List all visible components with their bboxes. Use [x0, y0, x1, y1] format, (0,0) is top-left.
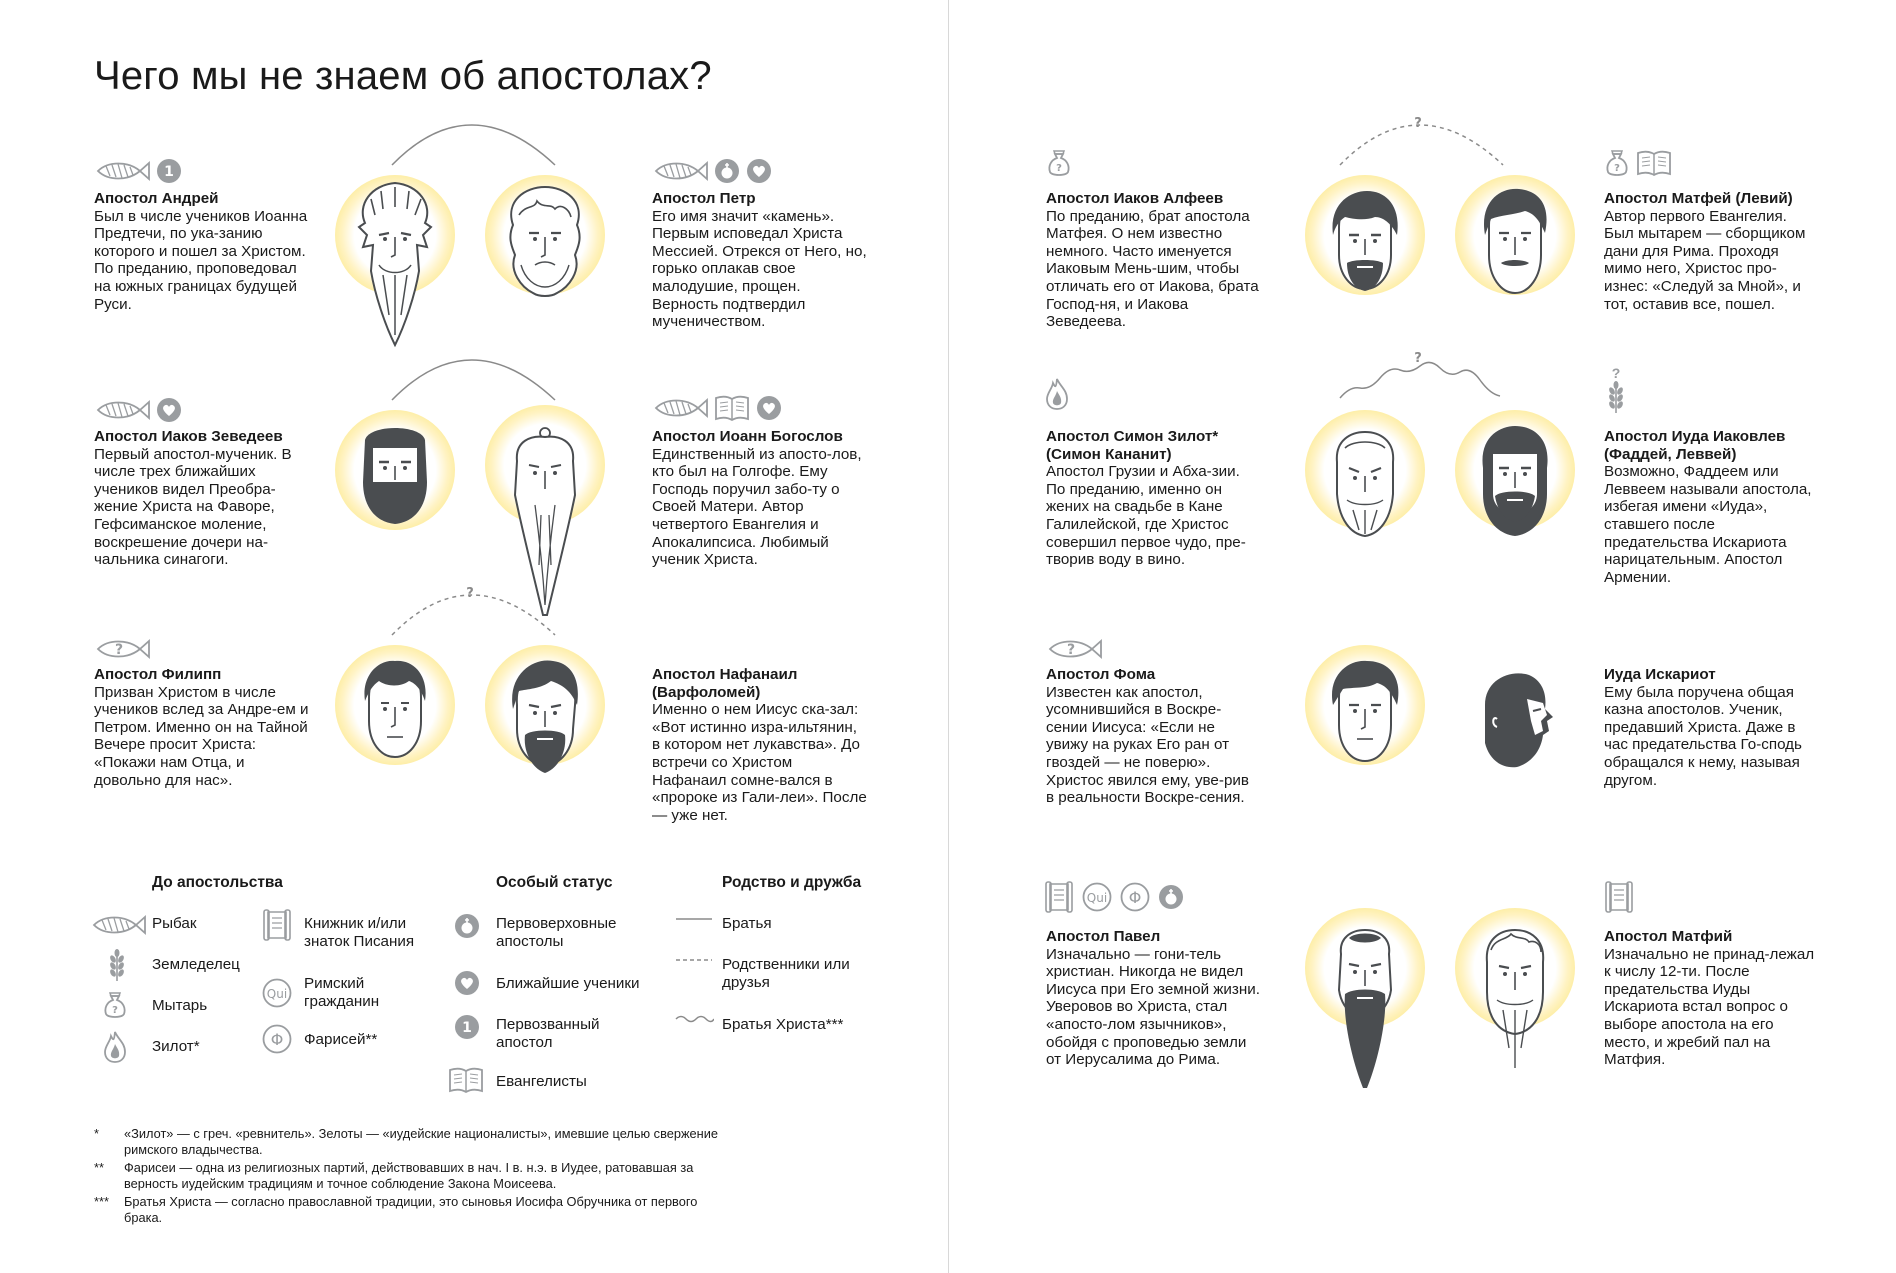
brothers-line-icon	[674, 914, 714, 924]
brothers-arc	[392, 360, 555, 400]
footnote-lord-brothers: Братья Христа — согласно православной традиции, это сыновья Иосифа Обручника от первого брака.	[124, 1194, 698, 1225]
apostle-name: Апостол Матфий	[1604, 928, 1733, 945]
pharisee-icon	[1120, 882, 1150, 912]
legend-relatives: Родственники или друзья	[722, 956, 850, 991]
apostle-name: Апостол Матфей (Левий)	[1604, 190, 1793, 207]
orb-icon	[1158, 884, 1184, 910]
portrait-matfey	[1455, 175, 1575, 335]
pavel-icons	[1044, 882, 1184, 912]
scroll-icon	[1044, 880, 1074, 914]
footnote-zealot: «Зилот» — с греч. «ревнитель». Зелоты — «иудейские националисты», имевшие целью свержение римского владычества.	[124, 1126, 718, 1157]
portrait-foma	[1305, 645, 1425, 805]
apostle-name: Апостол Павел	[1046, 928, 1161, 945]
portrait-ioann-bogoslov	[485, 405, 605, 565]
portrait-iuda-iakovlev	[1455, 410, 1575, 570]
wheat-icon	[107, 948, 127, 982]
legend-scribe: Книжник и/или знаток Писания	[304, 915, 415, 950]
portrait-matfiy	[1455, 908, 1575, 1068]
apostle-name: Апостол Иоанн Богослов	[652, 428, 843, 445]
apostle-text: Первый апостол-мученик. В числе трех ближайших учеников видел Преобра-жение Христа на Фаворе, Гефсиманское моление, воскрешение дочери на-чальника синагоги.	[94, 445, 292, 569]
legend-fisher: Рыбак	[152, 915, 197, 932]
legend-closest: Ближайшие ученики	[496, 975, 640, 992]
apostle-text: Известен как апостол, усомнившийся в Воскре-сении Иисуса: «Если не увижу на руках Его ран от гвоздей — не поверю». Христос явился ему, уве-рив в реальности Воскре-сения.	[1046, 683, 1249, 807]
legend-heading-status: Особый статус	[496, 874, 613, 891]
apostle-text: Его имя значит «камень». Первым исповедал Христа Мессией. Отрекся от Него, но, горько оплакав свое малодушие, прощен. Верность подтвердил мученичеством.	[652, 207, 867, 331]
roman-citizen-icon	[1082, 882, 1112, 912]
apostle-name: Апостол Симон Зилот* (Симон Кананит)	[1046, 428, 1219, 463]
apostle-text: Апостол Грузии и Абха-зии. По преданию, именно он жених на свадьбе в Кане Галилейской, где Христос совершил первое чудо, пре-творив воду в вино.	[1046, 463, 1246, 569]
bio-iuda-iskariot	[1604, 666, 1819, 789]
apostle-name: Апостол Фома	[1046, 666, 1156, 683]
question-mark: ?	[1611, 365, 1621, 381]
question-mark: ?	[466, 586, 474, 601]
legend-brothers: Братья	[722, 915, 772, 932]
bio-pavel	[1046, 928, 1261, 1069]
page-title: Чего мы не знаем об апостолах?	[94, 54, 712, 98]
legend-publican: Мытарь	[152, 997, 208, 1014]
fish-question-icon	[1046, 637, 1102, 661]
lord-brothers-line-icon	[674, 1014, 714, 1024]
apostle-text: Ему была поручена общая казна апостолов. Ученик, предавший Христа. Даже в час предательства Го-сподь обращался к нему, называя другом.	[1604, 683, 1802, 789]
footnote-mark: **	[94, 1160, 104, 1175]
apostle-text: Призван Христом в числе учеников вслед за Андре-ем и Петром. Именно он на Тайной Вечере просит Христа: «Покажи нам Отца, и довольно для нас».	[94, 683, 309, 789]
apostle-text: Изначально — гони-тель христиан. Никогда не видел Иисуса при Его земной жизни. Уверовов во Христа, стал «апосто-лом язычников», обойдя с проповедью земли от Иерусалима до Рима.	[1046, 945, 1260, 1069]
bag-icon	[102, 990, 128, 1020]
bio-iuda-iakovlev	[1604, 428, 1819, 586]
footnote-pharisee: Фарисеи — одна из религиозных партий, действовавших в нач. I в. н.э. в Иудее, ратовавшая за верность иудейским традициям и точное соблюдение Закона Моисеева.	[124, 1160, 694, 1191]
portrait-iakov-zevedeev	[335, 410, 455, 570]
portrait-simon-zilot	[1305, 410, 1425, 570]
bio-simon-zilot	[1046, 428, 1261, 569]
apostle-name: Апостол Андрей	[94, 190, 219, 207]
portrait-petr	[485, 175, 605, 335]
brothers-arc	[392, 125, 555, 165]
legend-zealot: Зилот*	[152, 1038, 200, 1055]
lord-brothers-arc	[1340, 362, 1500, 398]
portrait-andrey	[335, 175, 455, 335]
footnote-mark: ***	[94, 1194, 109, 1209]
roman-citizen-icon	[262, 978, 292, 1008]
kinship-arcs-left	[0, 0, 948, 700]
portrait-iakov-alfeev	[1305, 175, 1425, 335]
relatives-arc	[1340, 125, 1503, 165]
apostle-name: Апостол Филипп	[94, 666, 222, 683]
bio-matfiy	[1604, 928, 1819, 1069]
footnote-mark: *	[94, 1126, 99, 1141]
scroll-icon	[1604, 880, 1634, 914]
pharisee-icon	[262, 1024, 292, 1054]
apostle-name: Апостол Иаков Зеведеев	[94, 428, 283, 445]
matfiy-icons	[1604, 882, 1634, 912]
book-icon	[448, 1066, 484, 1094]
legend-pharisee: Фарисей**	[304, 1031, 378, 1048]
relatives-line-icon	[674, 955, 714, 965]
legend-heading-kin: Родство и дружба	[722, 874, 862, 891]
scroll-icon	[262, 908, 292, 942]
apostle-text: Единственный из апосто-лов, кто был на Голгофе. Ему Господь поручил забо-ту о Своей Матери. Автор четвертого Евангелия и Апокалипсиса. Любимый ученик Христа.	[652, 445, 862, 569]
bio-foma	[1046, 666, 1261, 807]
apostle-text: По преданию, брат апостола Матфея. О нем известно немного. Часто именуется Иаковым Мень-шим, чтобы отличать его от Иакова, брата Господ-ня, и Иакова Зеведеева.	[1046, 207, 1259, 331]
apostle-text: Был в числе учеников Иоанна Предтечи, по ука-занию которого и пошел за Христом. По преданию, проповедовал на южных границах будущей Руси.	[94, 207, 308, 313]
first-called-icon	[454, 1014, 480, 1040]
apostle-text: Возможно, Фаддеем или Леввеем называли апостола, избегая имени «Иуда», ставшего после предательства Искариота нарицательным. Апостол Армении.	[1604, 463, 1812, 586]
legend-farmer: Земледелец	[152, 956, 240, 973]
apostle-name: Иуда Искариот	[1604, 666, 1716, 683]
heart-icon	[454, 970, 480, 996]
apostle-text: Изначально не принад-лежал к числу 12-ти. После предательства Иуды Искариота встал вопрос о выборе апостола на его место, и жребий пал на Матфия.	[1604, 945, 1815, 1069]
legend-evangelists: Евангелисты	[496, 1073, 587, 1090]
legend-lord-brothers: Братья Христа***	[722, 1016, 844, 1033]
fish-icon	[90, 913, 146, 937]
legend-supreme: Первоверховные апостолы	[496, 915, 617, 950]
foma-icons	[1046, 634, 1102, 664]
legend-roman: Римский гражданин	[304, 975, 380, 1010]
portrait-pavel	[1305, 908, 1425, 1068]
question-mark: ?	[1414, 116, 1422, 131]
apostle-name: Апостол Нафанаил (Варфоломей)	[652, 666, 798, 701]
apostle-name: Апостол Петр	[652, 190, 756, 207]
orb-icon	[454, 913, 480, 939]
question-mark: ?	[1414, 351, 1422, 366]
fire-icon	[102, 1030, 128, 1064]
portrait-filipp	[335, 645, 455, 805]
portrait-nafanail	[485, 645, 605, 805]
apostle-name: Апостол Иуда Иаковлев (Фаддей, Леввей)	[1604, 428, 1786, 463]
legend-first: Первозванный апостол	[496, 1016, 600, 1051]
legend-heading-before: До апостольства	[152, 874, 283, 891]
portrait-iuda-iskariot	[1455, 655, 1575, 815]
apostle-text: Именно о нем Иисус ска-зал: «Вот истинно изра-ильтянин, в котором нет лукавства». До встречи со Христом Нафанаил сомне-вался в «пророке из Гали-леи». После — уже нет.	[652, 701, 867, 824]
apostle-text: Автор первого Евангелия. Был мытарем — сборщиком дани для Рима. Проходя мимо него, Христос про-изнес: «Следуй за Мной», и тот, оставив все, пошел.	[1604, 207, 1806, 313]
apostle-name: Апостол Иаков Алфеев	[1046, 190, 1224, 207]
